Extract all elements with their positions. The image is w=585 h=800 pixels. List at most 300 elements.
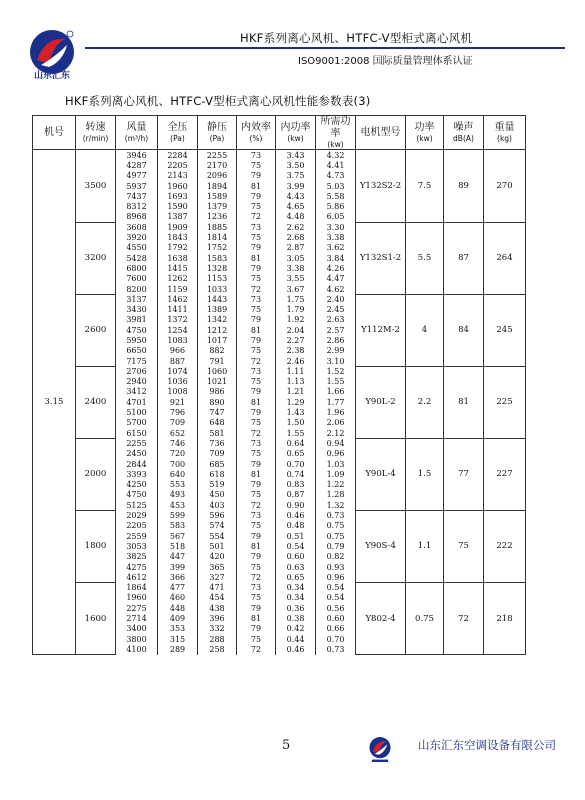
data-cell: 1.55 bbox=[316, 377, 356, 387]
data-cell: 4977 bbox=[116, 171, 158, 181]
data-cell: 396 bbox=[198, 613, 237, 623]
column-header bbox=[316, 116, 356, 150]
data-cell: 403 bbox=[198, 500, 237, 510]
data-cell: 3.84 bbox=[316, 253, 356, 263]
data-cell: 567 bbox=[158, 531, 198, 541]
table-row bbox=[33, 438, 526, 448]
data-cell: 1.96 bbox=[316, 407, 356, 417]
data-cell: 1159 bbox=[158, 284, 198, 294]
data-cell: 2.04 bbox=[276, 325, 316, 335]
data-cell: 685 bbox=[198, 459, 237, 469]
iso-certification: ISO9001:2008 国际质量管理体系认证 bbox=[298, 56, 473, 67]
data-cell: 79 bbox=[237, 243, 276, 253]
data-cell: 2450 bbox=[116, 449, 158, 459]
data-cell: 1.09 bbox=[316, 469, 356, 479]
data-cell: 0.42 bbox=[276, 624, 316, 634]
weight-cell: 264 bbox=[484, 222, 526, 294]
data-cell: 3.67 bbox=[276, 284, 316, 294]
data-cell: 2844 bbox=[116, 459, 158, 469]
data-cell: 1262 bbox=[158, 274, 198, 284]
data-cell: 8968 bbox=[116, 212, 158, 222]
column-header-label: 静压 bbox=[207, 122, 227, 133]
column-header-label: 所需功率 bbox=[320, 116, 351, 139]
data-cell: 79 bbox=[237, 552, 276, 562]
data-cell: 6.05 bbox=[316, 212, 356, 222]
data-cell: 2.12 bbox=[316, 428, 356, 438]
data-cell: 79 bbox=[237, 407, 276, 417]
data-cell: 1342 bbox=[198, 315, 237, 325]
data-cell: 2.45 bbox=[316, 304, 356, 314]
data-cell: 2143 bbox=[158, 171, 198, 181]
weight-cell: 270 bbox=[484, 150, 526, 223]
data-cell: 73 bbox=[237, 582, 276, 592]
data-cell: 0.79 bbox=[316, 541, 356, 551]
motor-cell: Y90L-4 bbox=[356, 438, 406, 510]
data-cell: 2255 bbox=[198, 150, 237, 161]
data-cell: 1411 bbox=[158, 304, 198, 314]
data-cell: 3981 bbox=[116, 315, 158, 325]
data-cell: 1885 bbox=[198, 222, 237, 232]
data-cell: 2275 bbox=[116, 603, 158, 613]
column-header-unit: (kw) bbox=[287, 134, 304, 143]
header-divider bbox=[85, 47, 565, 49]
data-cell: 75 bbox=[237, 418, 276, 428]
data-cell: 2170 bbox=[198, 160, 237, 170]
data-cell: 1583 bbox=[198, 253, 237, 263]
data-cell: 75 bbox=[237, 377, 276, 387]
data-cell: 0.34 bbox=[276, 593, 316, 603]
data-cell: 1.52 bbox=[316, 366, 356, 376]
data-cell: 2.87 bbox=[276, 243, 316, 253]
data-cell: 1372 bbox=[158, 315, 198, 325]
table-row bbox=[33, 222, 526, 232]
data-cell: 477 bbox=[158, 582, 198, 592]
data-cell: 289 bbox=[158, 644, 198, 654]
data-cell: 79 bbox=[237, 624, 276, 634]
data-cell: 2.46 bbox=[276, 356, 316, 366]
data-cell: 1.43 bbox=[276, 407, 316, 417]
column-header bbox=[276, 116, 316, 150]
data-cell: 1.21 bbox=[276, 387, 316, 397]
data-cell: 1254 bbox=[158, 325, 198, 335]
data-cell: 460 bbox=[158, 593, 198, 603]
data-cell: 4287 bbox=[116, 160, 158, 170]
data-cell: 72 bbox=[237, 644, 276, 654]
data-cell: 4550 bbox=[116, 243, 158, 253]
data-cell: 648 bbox=[198, 418, 237, 428]
data-cell: 2205 bbox=[158, 160, 198, 170]
data-cell: 0.73 bbox=[316, 510, 356, 520]
weight-cell: 227 bbox=[484, 438, 526, 510]
data-cell: 447 bbox=[158, 552, 198, 562]
column-header-label: 电机型号 bbox=[360, 126, 401, 138]
data-cell: 2559 bbox=[116, 531, 158, 541]
data-cell: 1.28 bbox=[316, 490, 356, 500]
data-cell: 1036 bbox=[158, 377, 198, 387]
data-cell: 7600 bbox=[116, 274, 158, 284]
data-cell: 3920 bbox=[116, 232, 158, 242]
data-cell: 366 bbox=[158, 572, 198, 582]
data-cell: 2284 bbox=[158, 150, 198, 161]
table-row bbox=[33, 366, 526, 376]
logo-text: 山东汇东 bbox=[33, 71, 70, 81]
motor-cell: Y90S-4 bbox=[356, 510, 406, 582]
data-cell: 2.63 bbox=[316, 315, 356, 325]
data-cell: 450 bbox=[198, 490, 237, 500]
data-cell: 921 bbox=[158, 397, 198, 407]
data-cell: 1212 bbox=[198, 325, 237, 335]
data-cell: 73 bbox=[237, 150, 276, 161]
data-cell: 501 bbox=[198, 541, 237, 551]
speed-cell: 3500 bbox=[76, 150, 116, 223]
data-cell: 73 bbox=[237, 366, 276, 376]
data-cell: 0.82 bbox=[316, 552, 356, 562]
data-cell: 448 bbox=[158, 603, 198, 613]
data-cell: 4.26 bbox=[316, 263, 356, 273]
header-title: HKF系列离心风机、HTFC-V型柜式离心风机 bbox=[240, 31, 473, 45]
noise-cell: 81 bbox=[444, 366, 484, 438]
data-cell: 0.48 bbox=[276, 521, 316, 531]
data-cell: 73 bbox=[237, 510, 276, 520]
data-cell: 519 bbox=[198, 480, 237, 490]
data-cell: 75 bbox=[237, 304, 276, 314]
column-header-unit: (Pa) bbox=[209, 134, 225, 143]
data-cell: 5937 bbox=[116, 181, 158, 191]
speed-cell: 3200 bbox=[76, 222, 116, 294]
data-cell: 581 bbox=[198, 428, 237, 438]
data-cell: 3800 bbox=[116, 634, 158, 644]
data-cell: 4.73 bbox=[316, 171, 356, 181]
data-cell: 2.40 bbox=[316, 294, 356, 304]
column-header-label: 内效率 bbox=[241, 122, 271, 133]
column-header bbox=[237, 116, 276, 150]
data-cell: 986 bbox=[198, 387, 237, 397]
data-cell: 596 bbox=[198, 510, 237, 520]
column-header-label: 噪声 bbox=[453, 122, 474, 133]
data-cell: 0.83 bbox=[276, 480, 316, 490]
data-cell: 554 bbox=[198, 531, 237, 541]
data-cell: 3393 bbox=[116, 469, 158, 479]
data-cell: 3825 bbox=[116, 552, 158, 562]
data-cell: 720 bbox=[158, 449, 198, 459]
data-cell: 796 bbox=[158, 407, 198, 417]
data-cell: 5428 bbox=[116, 253, 158, 263]
data-cell: 6650 bbox=[116, 346, 158, 356]
data-cell: 2029 bbox=[116, 510, 158, 520]
column-header-unit: (kg) bbox=[497, 134, 512, 143]
data-cell: 7437 bbox=[116, 191, 158, 201]
data-cell: 3400 bbox=[116, 624, 158, 634]
data-cell: 420 bbox=[198, 552, 237, 562]
data-cell: 0.73 bbox=[316, 644, 356, 654]
column-header-unit: (r/min) bbox=[82, 134, 109, 143]
power-cell: 2.2 bbox=[406, 366, 444, 438]
data-cell: 8312 bbox=[116, 201, 158, 211]
data-cell: 4.32 bbox=[316, 150, 356, 161]
data-cell: 599 bbox=[158, 510, 198, 520]
column-header-label: 内功率 bbox=[280, 122, 311, 133]
data-cell: 1060 bbox=[198, 366, 237, 376]
data-cell: 1894 bbox=[198, 181, 237, 191]
data-cell: 1415 bbox=[158, 263, 198, 273]
data-cell: 81 bbox=[237, 181, 276, 191]
data-cell: 1.66 bbox=[316, 387, 356, 397]
data-cell: 1.32 bbox=[316, 500, 356, 510]
speed-cell: 2400 bbox=[76, 366, 116, 438]
data-cell: 454 bbox=[198, 593, 237, 603]
table-row bbox=[33, 510, 526, 520]
data-cell: 1.22 bbox=[316, 480, 356, 490]
data-cell: 4275 bbox=[116, 562, 158, 572]
data-cell: 1083 bbox=[158, 335, 198, 345]
data-cell: 3.75 bbox=[276, 171, 316, 181]
data-cell: 1462 bbox=[158, 294, 198, 304]
data-cell: 81 bbox=[237, 469, 276, 479]
data-cell: 0.54 bbox=[316, 593, 356, 603]
data-cell: 0.38 bbox=[276, 613, 316, 623]
data-cell: 1074 bbox=[158, 366, 198, 376]
column-header-unit: (Pa) bbox=[170, 134, 185, 143]
data-cell: 1443 bbox=[198, 294, 237, 304]
data-cell: 2.57 bbox=[316, 325, 356, 335]
data-cell: 75 bbox=[237, 160, 276, 170]
data-cell: 438 bbox=[198, 603, 237, 613]
data-cell: 79 bbox=[237, 480, 276, 490]
data-cell: 1693 bbox=[158, 191, 198, 201]
data-cell: 73 bbox=[237, 222, 276, 232]
column-header-unit: (kw) bbox=[416, 134, 433, 143]
data-cell: 0.63 bbox=[276, 562, 316, 572]
column-header-unit: dB(A) bbox=[453, 134, 474, 143]
data-cell: 0.70 bbox=[316, 634, 356, 644]
data-cell: 0.51 bbox=[276, 531, 316, 541]
data-cell: 1638 bbox=[158, 253, 198, 263]
data-cell: 75 bbox=[237, 490, 276, 500]
data-cell: 79 bbox=[237, 191, 276, 201]
motor-cell: Y802-4 bbox=[356, 582, 406, 654]
data-cell: 700 bbox=[158, 459, 198, 469]
machine-number-cell: 3.15 bbox=[33, 150, 76, 655]
data-cell: 3.10 bbox=[316, 356, 356, 366]
power-cell: 1.1 bbox=[406, 510, 444, 582]
data-cell: 1387 bbox=[158, 212, 198, 222]
motor-cell: Y112M-2 bbox=[356, 294, 406, 366]
speed-cell: 1600 bbox=[76, 582, 116, 654]
noise-cell: 72 bbox=[444, 582, 484, 654]
data-cell: 4.43 bbox=[276, 191, 316, 201]
table-row bbox=[33, 294, 526, 304]
data-cell: 0.54 bbox=[316, 582, 356, 592]
data-cell: 79 bbox=[237, 335, 276, 345]
speed-cell: 1800 bbox=[76, 510, 116, 582]
data-cell: 0.64 bbox=[276, 438, 316, 448]
data-cell: 75 bbox=[237, 274, 276, 284]
data-cell: 4.62 bbox=[316, 284, 356, 294]
column-header-label: 风量 bbox=[126, 122, 147, 133]
data-cell: 1379 bbox=[198, 201, 237, 211]
column-header bbox=[356, 116, 406, 150]
data-cell: 81 bbox=[237, 541, 276, 551]
data-cell: 1008 bbox=[158, 387, 198, 397]
data-cell: 3.55 bbox=[276, 274, 316, 284]
column-header bbox=[116, 116, 158, 150]
data-cell: 1.03 bbox=[316, 459, 356, 469]
data-cell: 1960 bbox=[116, 593, 158, 603]
data-cell: 81 bbox=[237, 253, 276, 263]
data-cell: 0.65 bbox=[276, 572, 316, 582]
data-cell: 4.41 bbox=[316, 160, 356, 170]
data-cell: 327 bbox=[198, 572, 237, 582]
data-cell: 0.46 bbox=[276, 644, 316, 654]
data-cell: 399 bbox=[158, 562, 198, 572]
data-cell: 4250 bbox=[116, 480, 158, 490]
data-cell: 0.44 bbox=[276, 634, 316, 644]
data-cell: 7175 bbox=[116, 356, 158, 366]
data-cell: 736 bbox=[198, 438, 237, 448]
page-number: 5 bbox=[282, 738, 291, 753]
data-cell: 5100 bbox=[116, 407, 158, 417]
data-cell: 288 bbox=[198, 634, 237, 644]
data-cell: 4.48 bbox=[276, 212, 316, 222]
data-cell: 79 bbox=[237, 387, 276, 397]
data-cell: 2.86 bbox=[316, 335, 356, 345]
noise-cell: 87 bbox=[444, 222, 484, 294]
column-header-label: 转速 bbox=[85, 122, 106, 133]
data-cell: 3412 bbox=[116, 387, 158, 397]
data-cell: 1.79 bbox=[276, 304, 316, 314]
data-cell: 75 bbox=[237, 232, 276, 242]
data-cell: 640 bbox=[158, 469, 198, 479]
data-cell: 1960 bbox=[158, 181, 198, 191]
data-cell: 1.13 bbox=[276, 377, 316, 387]
data-cell: 1589 bbox=[198, 191, 237, 201]
data-cell: 493 bbox=[158, 490, 198, 500]
data-cell: 0.74 bbox=[276, 469, 316, 479]
data-cell: 2.62 bbox=[276, 222, 316, 232]
data-cell: 72 bbox=[237, 356, 276, 366]
data-cell: 5.58 bbox=[316, 191, 356, 201]
column-header-label: 全压 bbox=[167, 122, 188, 133]
data-cell: 3.30 bbox=[316, 222, 356, 232]
data-cell: 75 bbox=[237, 562, 276, 572]
data-cell: 0.56 bbox=[316, 603, 356, 613]
data-cell: 1864 bbox=[116, 582, 158, 592]
data-cell: 0.94 bbox=[316, 438, 356, 448]
data-cell: 3.05 bbox=[276, 253, 316, 263]
data-cell: 2.99 bbox=[316, 346, 356, 356]
data-cell: 574 bbox=[198, 521, 237, 531]
column-header-unit: (%) bbox=[249, 134, 263, 143]
speed-cell: 2000 bbox=[76, 438, 116, 510]
data-cell: 0.65 bbox=[276, 449, 316, 459]
data-cell: 747 bbox=[198, 407, 237, 417]
data-cell: 3.38 bbox=[276, 263, 316, 273]
power-cell: 0.75 bbox=[406, 582, 444, 654]
company-name: 山东汇东空调设备有限公司 bbox=[418, 738, 556, 752]
data-cell: 5700 bbox=[116, 418, 158, 428]
data-cell: 1792 bbox=[158, 243, 198, 253]
data-cell: 1.75 bbox=[276, 294, 316, 304]
weight-cell: 245 bbox=[484, 294, 526, 366]
data-cell: 2706 bbox=[116, 366, 158, 376]
data-cell: 0.75 bbox=[316, 521, 356, 531]
table-row bbox=[33, 150, 526, 161]
data-cell: 1328 bbox=[198, 263, 237, 273]
data-cell: 0.90 bbox=[276, 500, 316, 510]
data-cell: 81 bbox=[237, 613, 276, 623]
power-cell: 4 bbox=[406, 294, 444, 366]
data-cell: 2.06 bbox=[316, 418, 356, 428]
noise-cell: 77 bbox=[444, 438, 484, 510]
noise-cell: 89 bbox=[444, 150, 484, 223]
data-cell: 1843 bbox=[158, 232, 198, 242]
data-cell: 0.60 bbox=[276, 552, 316, 562]
data-cell: 365 bbox=[198, 562, 237, 572]
data-cell: 0.87 bbox=[276, 490, 316, 500]
data-cell: 0.54 bbox=[276, 541, 316, 551]
data-cell: 709 bbox=[198, 449, 237, 459]
data-cell: 887 bbox=[158, 356, 198, 366]
data-cell: 332 bbox=[198, 624, 237, 634]
data-cell: 315 bbox=[158, 634, 198, 644]
data-cell: 0.75 bbox=[316, 531, 356, 541]
data-cell: 791 bbox=[198, 356, 237, 366]
performance-table bbox=[32, 115, 526, 655]
data-cell: 5125 bbox=[116, 500, 158, 510]
data-cell: 2714 bbox=[116, 613, 158, 623]
data-cell: 3.62 bbox=[316, 243, 356, 253]
data-cell: 1909 bbox=[158, 222, 198, 232]
data-cell: 0.70 bbox=[276, 459, 316, 469]
data-cell: 882 bbox=[198, 346, 237, 356]
data-cell: 72 bbox=[237, 572, 276, 582]
data-cell: 79 bbox=[237, 459, 276, 469]
data-cell: 1.11 bbox=[276, 366, 316, 376]
table-header-row bbox=[33, 116, 526, 150]
data-cell: 258 bbox=[198, 644, 237, 654]
data-cell: 0.96 bbox=[316, 572, 356, 582]
data-cell: 4750 bbox=[116, 490, 158, 500]
column-header bbox=[406, 116, 444, 150]
data-cell: 1236 bbox=[198, 212, 237, 222]
column-header-unit: (kw) bbox=[327, 140, 344, 149]
column-header-label: 重量 bbox=[494, 122, 515, 133]
weight-cell: 222 bbox=[484, 510, 526, 582]
data-cell: 409 bbox=[158, 613, 198, 623]
column-header bbox=[484, 116, 526, 150]
data-cell: 0.93 bbox=[316, 562, 356, 572]
weight-cell: 218 bbox=[484, 582, 526, 654]
data-cell: 4750 bbox=[116, 325, 158, 335]
data-cell: 5.03 bbox=[316, 181, 356, 191]
data-cell: 4612 bbox=[116, 572, 158, 582]
data-cell: 79 bbox=[237, 263, 276, 273]
data-cell: 0.34 bbox=[276, 582, 316, 592]
data-cell: 75 bbox=[237, 201, 276, 211]
table-row bbox=[33, 582, 526, 592]
data-cell: 75 bbox=[237, 521, 276, 531]
motor-cell: Y90L-2 bbox=[356, 366, 406, 438]
data-cell: 1.50 bbox=[276, 418, 316, 428]
data-cell: 3.99 bbox=[276, 181, 316, 191]
data-cell: 471 bbox=[198, 582, 237, 592]
data-cell: 1153 bbox=[198, 274, 237, 284]
data-cell: 966 bbox=[158, 346, 198, 356]
data-cell: 75 bbox=[237, 593, 276, 603]
data-cell: 79 bbox=[237, 315, 276, 325]
data-cell: 72 bbox=[237, 500, 276, 510]
data-cell: 72 bbox=[237, 212, 276, 222]
